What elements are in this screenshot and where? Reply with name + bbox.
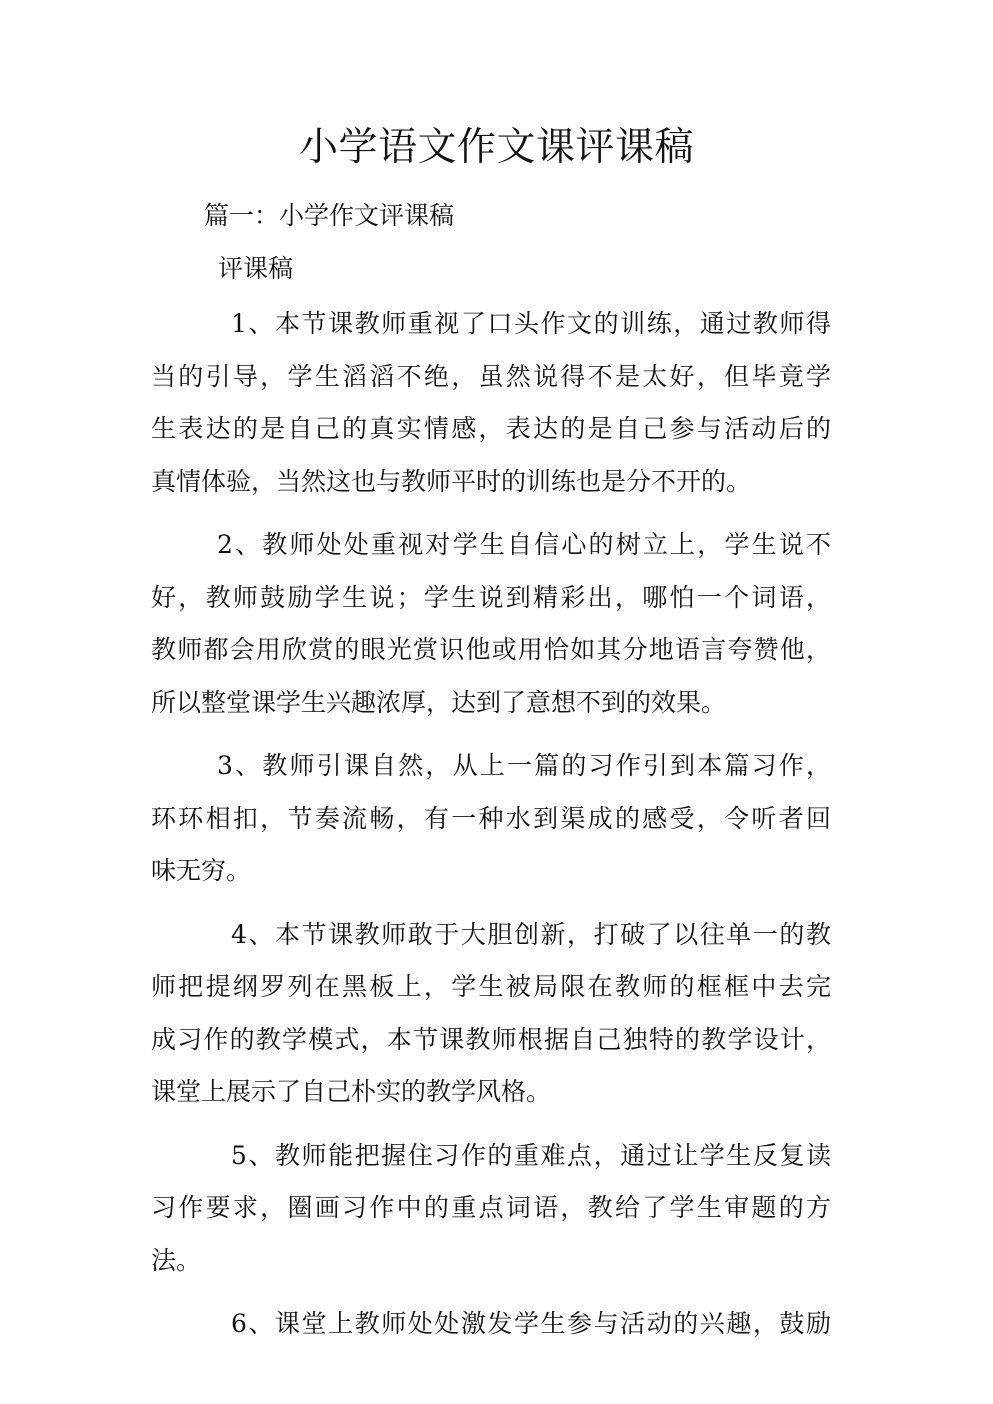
paragraph-3 [151,740,831,898]
paragraph-1 [151,298,831,508]
paragraph-line: 生表达的是自己的真实情感，表达的是自己参与活动后的 [151,414,831,443]
paragraph-line: 教师都会用欣赏的眼光赏识他或用恰如其分地语言夸赞他， [151,635,831,664]
paragraph-line: 1、本节课教师重视了口头作文的训练，通过教师得 [231,309,831,338]
paragraph-line: 2、教师处处重视对学生自信心的树立上，学生说不 [217,530,831,559]
paragraph-line: 3、教师引课自然，从上一篇的习作引到本篇习作， [217,751,831,780]
paragraph-line: 成习作的教学模式，本节课教师根据自己独特的教学设计， [151,1024,831,1054]
paragraph-line: 课堂上展示了自己朴实的教学风格。 [151,1077,552,1106]
paragraph-line: 当的引导，学生滔滔不绝，虽然说得不是太好，但毕竟学 [151,361,831,391]
paragraph-4 [151,909,831,1119]
paragraph-line: 好，教师鼓励学生说；学生说到精彩出，哪怕一个词语， [151,582,831,612]
paragraph-6 [151,1298,831,1351]
paragraph-line: 师把提纲罗列在黑板上，学生被局限在教师的框框中去完 [151,972,831,1001]
document-title: 小学语文作文课评课稿 [298,125,694,170]
paragraph-line: 真情体验，当然这也与教师平时的训练也是分不开的。 [151,466,752,496]
paragraph-line: 所以整堂课学生兴趣浓厚，达到了意想不到的效果。 [151,687,727,717]
paragraph-line: 环环相扣，节奏流畅，有一种水到渠成的感受，令听者回 [151,803,831,833]
paragraph-5 [151,1130,831,1288]
paragraph-2 [151,519,831,729]
section-label: 评课稿 [218,254,294,283]
paragraph-line: 习作要求，圈画习作中的重点词语，教给了学生审题的方 [151,1193,831,1222]
document-body [151,298,831,1351]
section-heading: 篇一：小学作文评课稿 [204,201,455,230]
paragraph-line: 法。 [151,1245,202,1275]
paragraph-line: 5、教师能把握住习作的重难点，通过让学生反复读 [231,1140,831,1170]
paragraph-line: 味无穷。 [151,856,252,885]
paragraph-line: 4、本节课教师敢于大胆创新，打破了以往单一的教 [231,919,831,949]
paragraph-line: 6、课堂上教师处处激发学生参与活动的兴趣，鼓励 [231,1309,831,1338]
